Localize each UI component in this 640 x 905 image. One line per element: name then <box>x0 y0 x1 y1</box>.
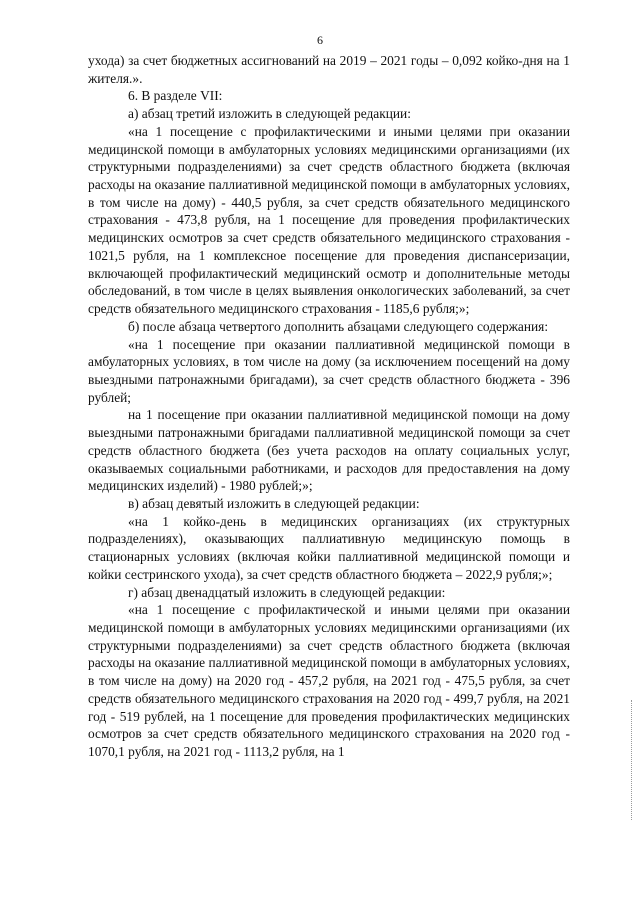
page-number: 6 <box>317 33 323 47</box>
scan-edge-mark <box>630 700 632 820</box>
paragraph-8: в) абзац девятый изложить в следующей редакции: <box>128 495 420 511</box>
paragraph-10: г) абзац двенадцатый изложить в следующей редакции: <box>128 584 446 600</box>
paragraph-7: на 1 посещение при оказании паллиативной медицинской помощи на дому выездными патронажными бригадами паллиативной медицинской помощи за счет средств областного бюджета (без учета расходов на оплату социальных услуг, оказываемых социальными работниками, и расходов для предоставления на дому медицинских изделий) - 1980 рублей;»; <box>88 407 570 494</box>
paragraph-11: «на 1 посещение с профилактической и иными целями при оказании медицинской помощи в амбулаторных условиях медицинскими организациями (их структурными подразделениями) за счет средств областного бюджета (включая расходы на оказание паллиативной медицинской помощи в амбулаторных условиях, в том числе на дому) на 2020 год - 457,2 рубля, на 2021 год - 475,5 рубля, за счет средств обязательного медицинского страхования на 2020 год - 499,7 рубля, на 2021 год - 519 рублей, на 1 посещение для проведения профилактических медицинских осмотров за счет средств обязательного медицинского страхования на 2020 год - 1070,1 рубля, на 2021 год - 1113,2 рубля, на 1 <box>88 602 570 760</box>
paragraph-2: 6. В разделе VII: <box>128 88 223 104</box>
paragraph-4: «на 1 посещение с профилактическими и иными целями при оказании медицинской помощи в амбулаторных условиях медицинскими организациями (их структурными подразделениями) за счет средств областного бюджета (включая расходы на оказание паллиативной медицинской помощи в амбулаторных условиях, в том числе на дому) - 440,5 рубля, за счет средств обязательного медицинского страхования - 473,8 рубля, на 1 посещение для проведения профилактических медицинских осмотров за счет средств обязательного медицинского страхования - 1021,5 рубля, на 1 комплексное посещение для проведения диспансеризации, включающей профилактический медицинский осмотр и дополнительные методы обследований, в том числе в целях выявления онкологических заболеваний, за счет средств обязательного медицинского страхования - 1185,6 рубля;»; <box>88 123 570 317</box>
paragraph-5: б) после абзаца четвертого дополнить абзацами следующего содержания: <box>128 318 549 334</box>
paragraph-3: а) абзац третий изложить в следующей редакции: <box>128 106 411 122</box>
paragraph-6: «на 1 посещение при оказании паллиативной медицинской помощи в амбулаторных условиях, в том числе на дому (за исключением посещений на дому выездными патронажными бригадами), за счет средств областного бюджета - 396 рублей; <box>88 336 570 405</box>
document-body <box>88 52 570 761</box>
paragraph-1: ухода) за счет бюджетных ассигнований на 2019 – 2021 годы – 0,092 койко-дня на 1 жителя.». <box>88 53 570 86</box>
paragraph-9: «на 1 койко-день в медицинских организациях (их структурных подразделениях), оказывающих паллиативную медицинскую помощь в стационарных условиях (включая койки паллиативной медицинской помощи и койки сестринского ухода), за счет средств областного бюджета – 2022,9 рубля;»; <box>88 513 570 582</box>
